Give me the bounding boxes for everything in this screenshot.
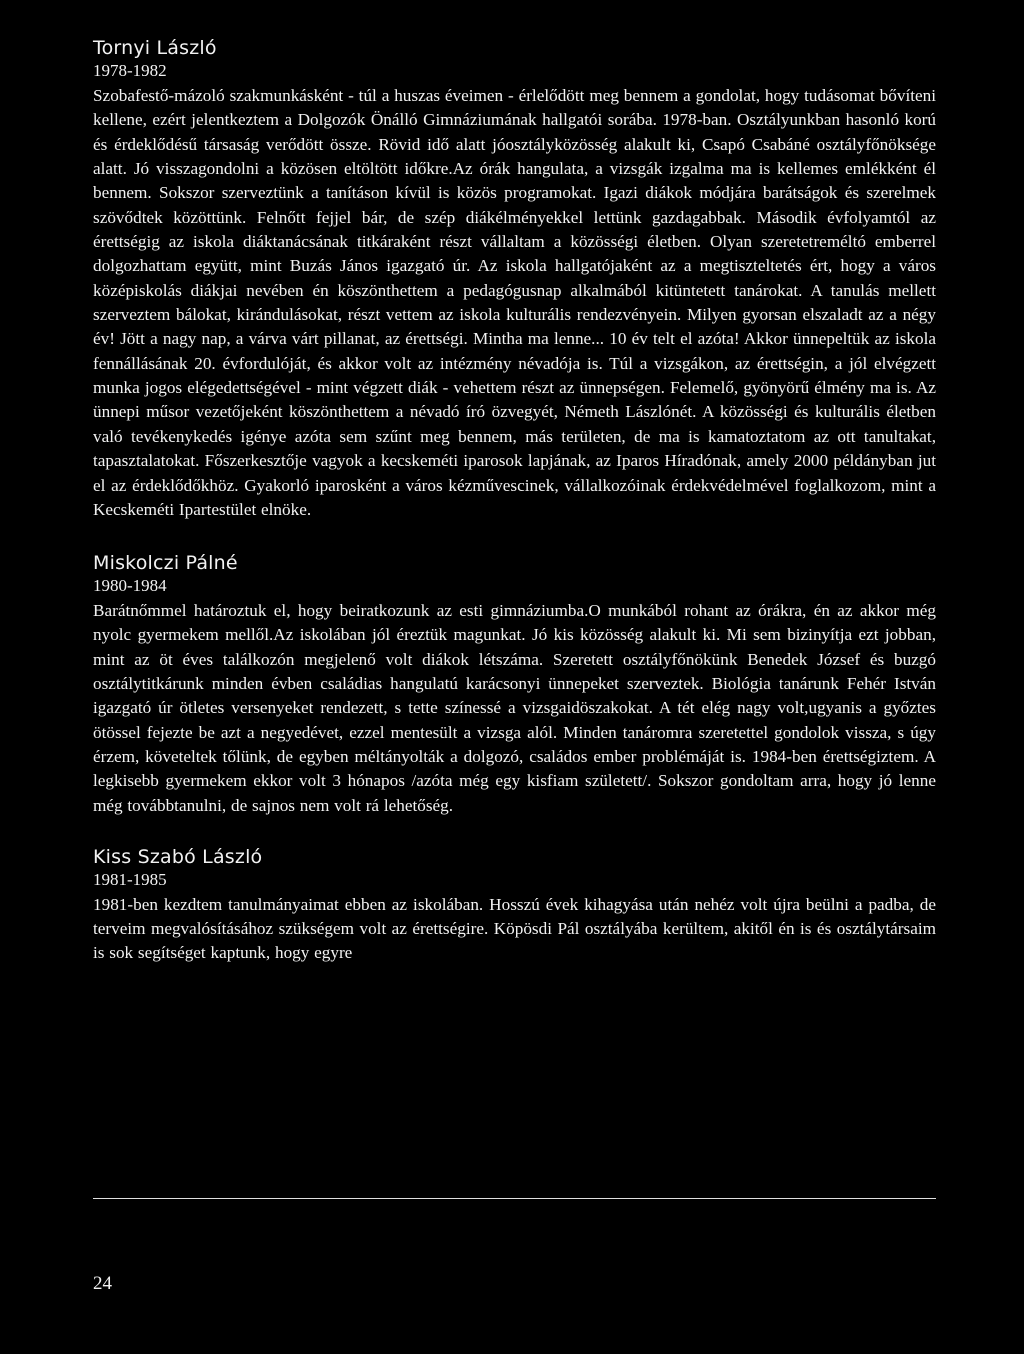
author-name: Tornyi László xyxy=(93,37,217,59)
page-number: 24 xyxy=(93,1273,112,1294)
footer-divider xyxy=(93,1198,936,1199)
author-name: Miskolczi Pálné xyxy=(93,552,238,575)
document-page xyxy=(93,36,936,966)
memoir-text: Szobafestő-mázoló szakmunkásként - túl a huszas éveimen - érlelődött meg bennem a gondolat, hogy tudásomat bővíteni kellene, ezért jelentkeztem a Dolgozók Önálló Gimnáziumának hallgatói sorába. 1978-ban. Osztályunkban hasonló korú és érdeklődésű társaság verődött össze. Rövid idő alatt jóosztályközösség alakult ki, Csapó Csabáné osztályfőnöksége alatt. Jó visszagondolni a közösen eltöltött időkre.Az órák hangulata, a vizsgák izgalma ma is kellemes emlékként él bennem. Sokszor szerveztünk a tanításon kívül is közös programokat. Igazi diákok módjára barátságok és szerelmek szövődtek közöttünk. Felnőtt fejjel bár, de szép diákélményekkel lettünk gazdagabbak. Második évfolyamtól az érettségig az iskola diáktanácsának titkáraként részt vállaltam a közösségi életben. Olyan szeretetreméltó emberrel dolgozhattam együtt, mint Buzás János igazgató úr. Az iskola hallgatójaként az a megtiszteltetés ért, hogy a város középiskolás diákjai nevében én köszönthettem a pedagógusnap alkalmából kitüntetett tanárokat. A tanulás mellett szerveztem bálokat, kirándulásokat, részt vettem az iskola kulturális rendezvényein. Milyen gyorsan elszaladt az a négy év! Jött a nagy nap, a várva várt pillanat, az érettségi. Mintha ma lenne... 10 év telt el azóta! Akkor ünnepeltük az iskola fennállásának 20. évfordulóját, és akkor volt az intézmény névadója is. Túl a vizsgákon, az érettségin, a jól elvégzett munka jogos elégedettségével - mint végzett diák - vehettem részt az ünnepségen. Felemelő, gyönyörű élmény ma is. Az ünnepi műsor vezetőjeként köszönthettem a névadó író özvegyét, Németh Lászlónét. A közösségi és kulturális életben való tevékenykedés igénye azóta sem szűnt meg bennem, más területen, de ma is kamatoztatom az ott tanultakat, tapasztalatokat. Főszerkesztője vagyok a kecskeméti iparosok lapjának, az Iparos Híradónak, amely 2000 példányban jut el az érdeklődőkhöz. Gyakorló iparosként a város kézművescinek, vállalkozóinak érdekvédelmével foglalkozom, mint a Kecskeméti Ipartestület elnöke. xyxy=(93,86,936,519)
author-name: Kiss Szabó László xyxy=(93,845,263,868)
attendance-years: 1978-1982 xyxy=(93,61,167,80)
memoir-section-tornyi xyxy=(93,36,936,522)
memoir-text: 1981-ben kezdtem tanulmányaimat ebben az iskolában. Hosszú évek kihagyása után nehéz volt újra beülni a padba, de terveim megvalósításához szükségem volt az érettségire. Köpösdi Pál osztályába kerültem, akitől én is és osztálytársaim is sok segítséget kaptunk, hogy egyre xyxy=(93,894,936,963)
memoir-section-miskolczi xyxy=(93,551,936,818)
attendance-years: 1980-1984 xyxy=(93,576,167,596)
attendance-years: 1981-1985 xyxy=(93,869,167,889)
memoir-section-kiss-szabo xyxy=(93,845,936,966)
memoir-text: Barátnőmmel határoztuk el, hogy beiratkozunk az esti gimnáziumba.O munkából rohant az órákra, én az akkor még nyolc gyermekem mellől.Az iskolában jól éreztük magunkat. Jó kis közösség alakult ki. Mi sem bizinyítja ezt jobban, mint az öt éves találkozón megjelenő volt diákok létszáma. Szeretett osztályfőnökünk Benedek József és buzgó osztálytitkárunk minden évben családias hangulatú karácsonyi ünnepeket szerveztek. Biológia tanárunk Fehér István igazgató úr ötletes versenyeket rendezett, s tette színessé a vizsgaidöszakokat. A tét elég nagy volt,ugyanis a győztes ötössel fejezte be azt a negyedévet, ezzel mentesült a vizsga alól. Minden tanáromra szeretettel gondolok vissza, s úgy érzem, követeltek tőlünk, de egyben méltányolták a dolgozó, családos ember problémáját is. 1984-ben érettségiztem. A legkisebb gyermekem ekkor volt 3 hónapos /azóta még egy kisfiam született/. Sokszor gondoltam arra, hogy jó lenne még továbbtanulni, de sajnos nem volt rá lehetőség. xyxy=(93,601,936,815)
